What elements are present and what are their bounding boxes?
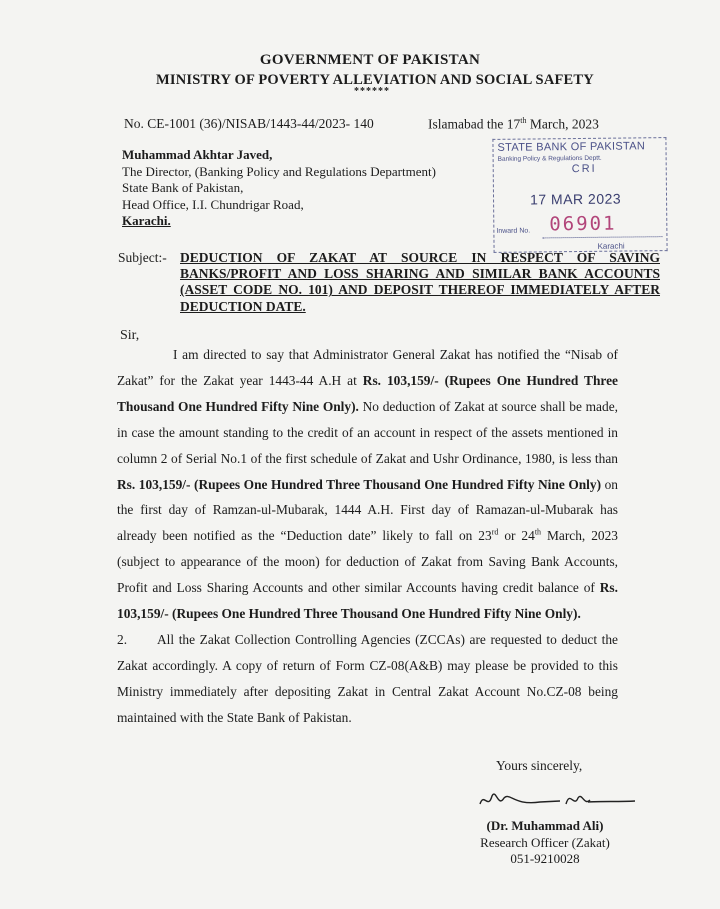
paragraph-2-number: 2. bbox=[117, 631, 128, 647]
addressee-block bbox=[122, 147, 436, 230]
receipt-stamp bbox=[492, 137, 667, 253]
addressee-name: Muhammad Akhtar Javed, bbox=[122, 147, 273, 162]
letter-body bbox=[117, 342, 618, 731]
subject-label: Subject:- bbox=[118, 250, 167, 265]
stamp-dotted-line bbox=[542, 236, 662, 238]
paragraph-2: 2. All the Zakat Collection Controlling Agencies (ZCCAs) are requested to deduct the Zakat accordingly. A copy of return of Form CZ-08(A&B) may please be provided to this Ministry immediately after depositing Zakat in Central Zakat Account No.CZ-08 being maintained with the State Bank of Pakistan. bbox=[117, 627, 618, 731]
ministry-heading: MINISTRY OF POVERTY ALLEVIATION AND SOCIAL SAFETY bbox=[156, 72, 594, 88]
signature bbox=[470, 784, 640, 814]
header-stars: ****** bbox=[354, 86, 390, 97]
stamp-date: 17 MAR 2023 bbox=[529, 190, 622, 208]
salutation: Sir, bbox=[120, 328, 140, 343]
stamp-code: CRI bbox=[571, 162, 597, 176]
closing-line: Yours sincerely, bbox=[496, 758, 583, 773]
stamp-bank: STATE BANK OF PAKISTAN bbox=[497, 140, 646, 154]
letter-date: Islamabad the 17th March, 2023 bbox=[428, 116, 599, 132]
stamp-dept: Banking Policy & Regulations Deptt. bbox=[497, 154, 602, 163]
stamp-inward-number: 06901 bbox=[549, 212, 617, 236]
paragraph-1: I am directed to say that Administrator General Zakat has notified the “Nisab of Zakat” for the Zakat year 1443-44 A.H at Rs. 103,159/- (Rupees One Hundred Three Thousand One Hundred Fifty Nine Only). No deduction of Zakat at source shall be made, in case the amount standing to the credit of an account in respect of the assets mentioned in column 2 of Serial No.1 of the first schedule of Zakat and Ushr Ordinance, 1980, is less than Rs. 103,159/- (Rupees One Hundred Three Thousand One Hundred Fifty Nine Only) on the first day of Ramzan-ul-Mubarak, 1444 A.H. First day of Ramazan-ul-Mubarak has already been notified as the “Deduction date” likely to fall on 23rd or 24th March, 2023 (subject to appearance of the moon) for deduction of Zakat from Saving Bank Accounts, Profit and Loss Sharing Accounts and other similar Accounts having credit balance of Rs. 103,159/- (Rupees One Hundred Three Thousand One Hundred Fifty Nine Only). bbox=[117, 347, 619, 622]
stamp-city: Karachi bbox=[597, 241, 625, 251]
signatory-designation: Research Officer (Zakat) bbox=[480, 834, 610, 850]
stamp-inward-label: Inward No. bbox=[496, 227, 531, 235]
addressee-org: State Bank of Pakistan, bbox=[122, 180, 244, 195]
addressee-office: Head Office, I.I. Chundrigar Road, bbox=[122, 196, 304, 212]
signatory-name: (Dr. Muhammad Ali) bbox=[486, 818, 604, 833]
addressee-city: Karachi. bbox=[122, 213, 171, 228]
government-heading: GOVERNMENT OF PAKISTAN bbox=[259, 52, 481, 68]
signatory-block bbox=[470, 818, 620, 868]
reference-number: No. CE-1001 (36)/NISAB/1443-44/2023- 140 bbox=[124, 116, 374, 131]
signatory-phone: 051-9210028 bbox=[510, 851, 580, 866]
addressee-title: The Director, (Banking Policy and Regulations Department) bbox=[122, 163, 436, 179]
subject-text: DEDUCTION OF ZAKAT AT SOURCE IN RESPECT OF SAVING BANKS/PROFIT AND LOSS SHARING AND SIMILAR BANK ACCOUNTS (ASSET CODE NO. 101) AND DEPOSIT THEREOF IMMEDIATELY AFTER DEDUCTION DATE. bbox=[180, 250, 660, 314]
